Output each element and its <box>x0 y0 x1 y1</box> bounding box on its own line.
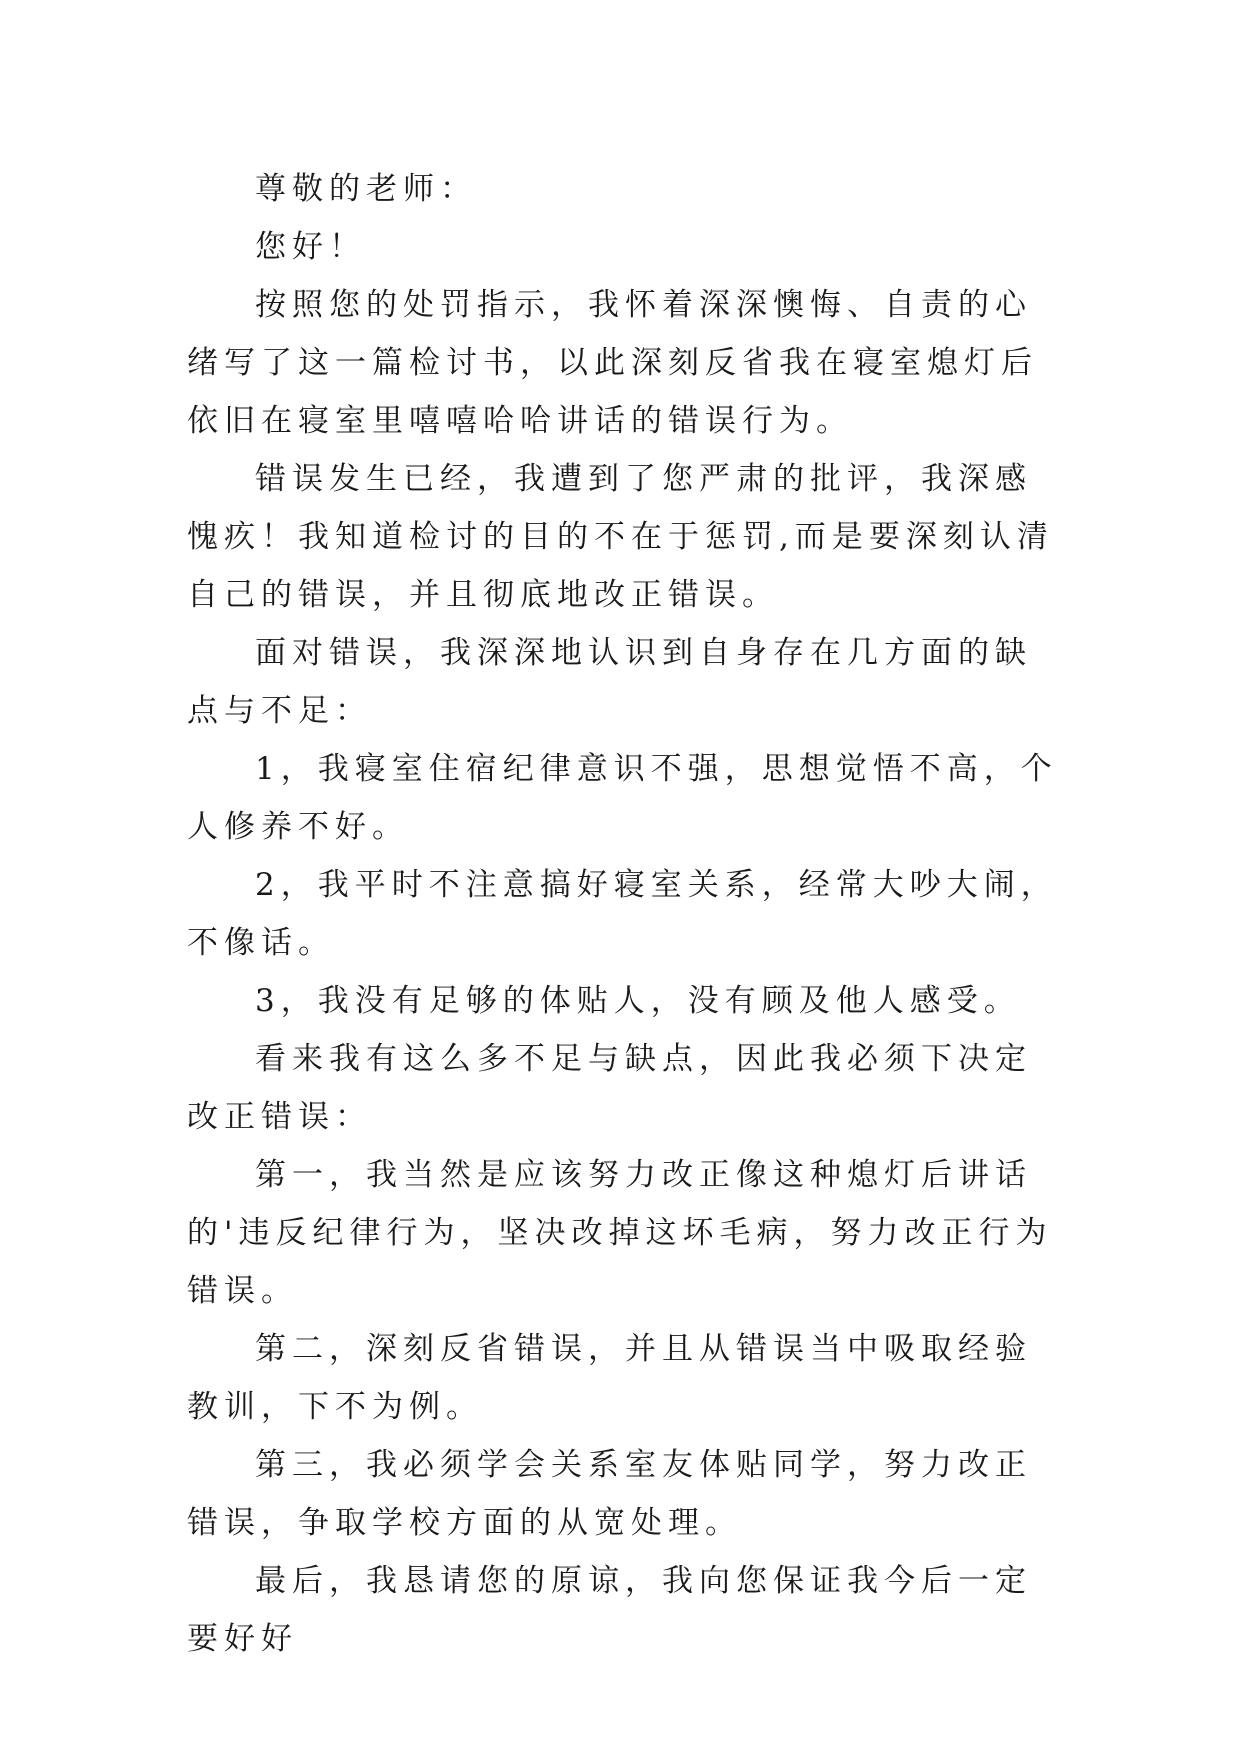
list-item: 3，我没有足够的体贴人，没有顾及他人感受。 <box>255 983 1021 1019</box>
paragraph: 看来我有这么多不足与缺点，因此我必须下决定改正错误： <box>187 1041 1032 1135</box>
paragraph: 按照您的处罚指示，我怀着深深懊悔、自责的心绪写了这一篇检讨书，以此深刻反省我在寝室熄灯后依旧在寝室里嘻嘻哈哈讲话的错误行为。 <box>187 287 1038 439</box>
greeting: 您好！ <box>255 229 366 265</box>
letter-body <box>187 160 1067 1668</box>
salutation: 尊敬的老师： <box>255 171 477 207</box>
paragraph: 面对错误，我深深地认识到自身存在几方面的缺点与不足： <box>187 635 1032 729</box>
list-item: 第三，我必须学会关系室友体贴同学，努力改正错误，争取学校方面的从宽处理。 <box>187 1447 1032 1541</box>
paragraph: 最后，我恳请您的原谅，我向您保证我今后一定要好好 <box>187 1563 1032 1657</box>
list-item: 第二，深刻反省错误，并且从错误当中吸取经验教训，下不为例。 <box>187 1331 1032 1425</box>
paragraph: 错误发生已经，我遭到了您严肃的批评，我深感愧疚！我知道检讨的目的不在于惩罚,而是要深刻认清自己的错误，并且彻底地改正错误。 <box>187 461 1054 613</box>
list-item: 1，我寝室住宿纪律意识不强，思想觉悟不高，个人修养不好。 <box>187 751 1058 845</box>
list-item: 第一，我当然是应该努力改正像这种熄灯后讲话的'违反纪律行为，坚决改掉这坏毛病，努力改正行为错误。 <box>187 1157 1053 1309</box>
list-item: 2，我平时不注意搞好寝室关系，经常大吵大闹，不像话。 <box>187 867 1058 961</box>
